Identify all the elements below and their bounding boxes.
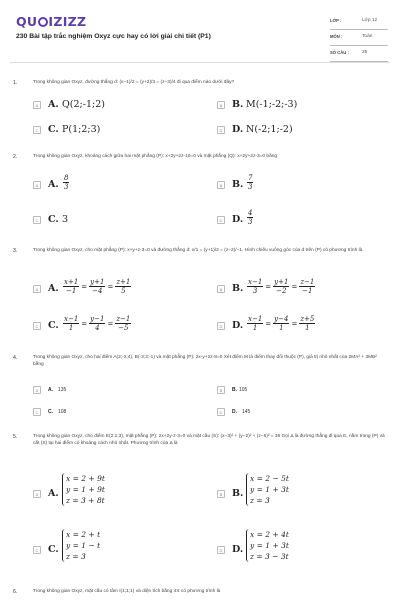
option-value: $\frac{x+1}{-1}$ = $\frac{y+1}{-4}$ = $\frac{z+1}{5}$ — [64, 278, 131, 295]
fraction-numerator: y+1 — [90, 278, 105, 286]
question-number: 2. — [13, 154, 18, 160]
option-value — [62, 174, 70, 191]
fraction-numerator: z+1 — [116, 278, 131, 286]
option-label: C. — [48, 214, 59, 225]
option-box[interactable]: D — [217, 322, 225, 330]
question-text: Trong không gian Oxyz, đường thẳng d: (x−1)/2 = (y+2)/3 = (z−3)/4 đi qua điểm nào dưới đây? — [33, 80, 235, 85]
fraction-denominator: 1 — [279, 324, 284, 332]
option-box[interactable]: A — [33, 181, 41, 189]
option-value: $\frac{x-1}{1}$ = $\frac{y-1}{4}$ = $\frac{z-1}{-5}$ — [64, 315, 131, 332]
option-label: B. — [232, 179, 244, 190]
fraction-numerator: 8 — [64, 174, 69, 182]
fraction-numerator: z−1 — [116, 315, 131, 323]
option-label: A. — [48, 99, 59, 110]
question-number: 1. — [13, 80, 18, 86]
question-text: Trong không gian Oxyz, cho mặt phẳng (P): x+y+z-3=0 và đường thẳng d: x/1 = (y+1)/2 = (z−2)/−1. Hình chiếu vuông góc của d trên (P) có phương trình là — [33, 248, 363, 253]
equation-system — [62, 473, 105, 506]
quizizz-logo: QU IZIZZ — [16, 14, 87, 29]
fraction-numerator: 7 — [248, 174, 253, 182]
meta-value: Toán — [362, 34, 373, 39]
fraction-denominator: 5 — [121, 287, 126, 295]
option-value: P(1;2;3) — [62, 124, 101, 135]
fraction-numerator: 4 — [248, 209, 253, 217]
question-text: Trong không gian Oxyz, cho điểm E(2;1;3), mặt phẳng (P): 2x+2y-z-3=0 và mặt cầu (S): (x−3)² + (y−2)² + (z−5)² = 36 Gọi Δ là đường thẳng đi qua E, nằm trong (P) và cắt (S) tại hai điểm có khoảng cách nhỏ nhất. Phương trình của Δ là — [33, 434, 385, 447]
option-label: D. — [232, 320, 244, 331]
option-value — [246, 529, 289, 562]
option-box[interactable]: C — [33, 216, 41, 224]
option-box[interactable]: A — [33, 386, 41, 394]
option-label: A. — [48, 179, 59, 190]
fraction-numerator: y+1 — [274, 278, 289, 286]
equation-system — [246, 529, 289, 562]
option-label: D. — [232, 544, 244, 555]
fraction-numerator: x−1 — [64, 315, 79, 323]
fraction-numerator: x−1 — [248, 315, 263, 323]
fraction-numerator: x−1 — [248, 278, 263, 286]
fraction-denominator: 3 — [248, 183, 253, 191]
fraction-denominator: −1 — [302, 287, 313, 295]
equation-line: y = 1 + 9t — [66, 485, 105, 494]
option-box[interactable]: B — [217, 181, 225, 189]
option-value — [246, 209, 254, 226]
meta-value: Lớp 12 — [362, 18, 378, 23]
option-value: 135 — [58, 387, 67, 393]
equation-line: z = 3 — [250, 496, 270, 505]
option-value: 105 — [239, 387, 248, 393]
option-value: $\frac{x-1}{3}$ = $\frac{y+1}{-2}$ = $\frac{z-1}{-1}$ — [248, 278, 315, 295]
option-box[interactable]: C — [33, 322, 41, 330]
meta-row-class — [330, 14, 388, 30]
equation-system — [62, 529, 100, 562]
option-value: 3 — [62, 214, 69, 225]
question-number: 6. — [13, 589, 18, 595]
fraction-denominator: 1 — [305, 324, 310, 332]
option-value: 145 — [242, 409, 251, 415]
option-value: M(-1;-2;-3) — [246, 99, 298, 110]
meta-row-subject — [330, 30, 388, 46]
question-text: Trong không gian Oxyz, khoảng cách giữa hai mặt phẳng (P): x+2y+2z-10=0 và mặt phẳng (Q): x+2y+2z-3=0 bằng — [33, 154, 278, 159]
option-label: D. — [232, 214, 244, 225]
fraction-denominator: −4 — [92, 287, 103, 295]
equation-line: z = 3 − 3t — [250, 552, 289, 561]
option-value — [246, 174, 254, 191]
meta-row-count — [330, 46, 388, 62]
option-label: A. — [48, 488, 59, 499]
option-label: D. — [232, 409, 237, 415]
option-box[interactable]: B — [217, 285, 225, 293]
equation-line: y = 1 + 3t — [250, 541, 289, 550]
option-label: B. — [232, 99, 244, 110]
option-box[interactable]: C — [33, 546, 41, 554]
fraction-denominator: 3 — [252, 287, 258, 295]
option-label: C. — [48, 409, 53, 415]
question-number: 5. — [13, 434, 18, 440]
fraction-denominator: 3 — [64, 183, 69, 191]
equation-line: z = 3 + 8t — [66, 496, 105, 505]
option-value: 108 — [58, 409, 67, 415]
option-label: B. — [232, 387, 237, 393]
meta-label: MÔN : — [330, 34, 343, 39]
fraction-denominator: −5 — [118, 324, 129, 332]
option-label: B. — [232, 283, 244, 294]
option-value — [62, 529, 100, 562]
fraction-numerator: x+1 — [64, 278, 79, 286]
option-box[interactable]: B — [217, 386, 225, 394]
option-box[interactable]: D — [217, 216, 225, 224]
equation-system — [246, 473, 289, 506]
fraction-denominator: 4 — [95, 324, 100, 332]
meta-label: LỚP : — [330, 18, 342, 23]
option-box[interactable]: A — [33, 101, 41, 109]
option-label: C. — [48, 320, 59, 331]
option-value: Q(2;-1;2) — [62, 99, 105, 110]
option-box[interactable]: C — [33, 126, 41, 134]
option-label: A. — [48, 387, 53, 393]
option-box[interactable]: D — [217, 546, 225, 554]
question-text: Trong không gian Oxyz, cho hai điểm A(2;-2;4), B(-3;3;-1) và mặt phẳng (P): 2x-y+2z-8=0 Xét điểm M là điểm thay đổi thuộc (P), giá trị nhỏ nhất của 2MA² + 3MB² bằng — [33, 355, 377, 368]
header-divider — [10, 62, 390, 63]
fraction-numerator: y−1 — [90, 315, 105, 323]
equation-line: x = 2 + 9t — [66, 474, 105, 483]
option-value: $\frac{x-1}{1}$ = $\frac{y-4}{1}$ = $\frac{z+5}{1}$ — [248, 315, 315, 332]
option-box[interactable]: C — [33, 408, 41, 416]
meta-label: SỐ CÂU : — [330, 50, 349, 55]
fraction-numerator: z+5 — [300, 315, 315, 323]
equation-line: y = 1 − t — [66, 541, 101, 550]
equation-line: x = 2 + 4t — [250, 530, 289, 539]
option-box[interactable]: D — [217, 408, 225, 416]
equation-line: z = 3 — [66, 552, 86, 561]
option-label: B. — [232, 488, 244, 499]
fraction-denominator: 3 — [248, 218, 253, 226]
option-value — [62, 473, 105, 506]
option-box[interactable]: D — [217, 126, 225, 134]
option-label: A. — [48, 283, 59, 294]
question-text: Trong không gian Oxyz, mặt cầu có tâm I(1;1;1) và diện tích bằng 4π có phương trình là — [33, 589, 221, 594]
question-number: 3. — [13, 248, 18, 254]
option-value — [246, 473, 289, 506]
fraction-denominator: 1 — [68, 324, 74, 332]
option-label: C. — [48, 544, 59, 555]
option-box[interactable]: B — [217, 490, 225, 498]
equation-line: x = 2 − 5t — [250, 474, 289, 483]
option-label: C. — [48, 124, 59, 135]
equation-line: x = 2 + t — [66, 530, 101, 539]
option-label: D. — [232, 124, 244, 135]
document-title: 230 Bài tập trắc nghiệm Oxyz cực hay có lời giải chi tiết (P1) — [16, 33, 211, 40]
option-box[interactable]: A — [33, 490, 41, 498]
fraction-numerator: z−1 — [300, 278, 315, 286]
fraction-denominator: 1 — [252, 324, 258, 332]
question-number: 4. — [13, 355, 18, 361]
option-box[interactable]: A — [33, 285, 41, 293]
option-box[interactable]: B — [217, 101, 225, 109]
fraction-denominator: −2 — [276, 287, 287, 295]
meta-value: 25 — [362, 50, 368, 55]
option-value: N(-2;1;-2) — [246, 124, 293, 135]
equation-line: y = 1 + 3t — [250, 485, 289, 494]
meta-panel — [330, 14, 388, 62]
fraction-denominator: −1 — [65, 287, 77, 295]
fraction-numerator: y−4 — [274, 315, 289, 323]
